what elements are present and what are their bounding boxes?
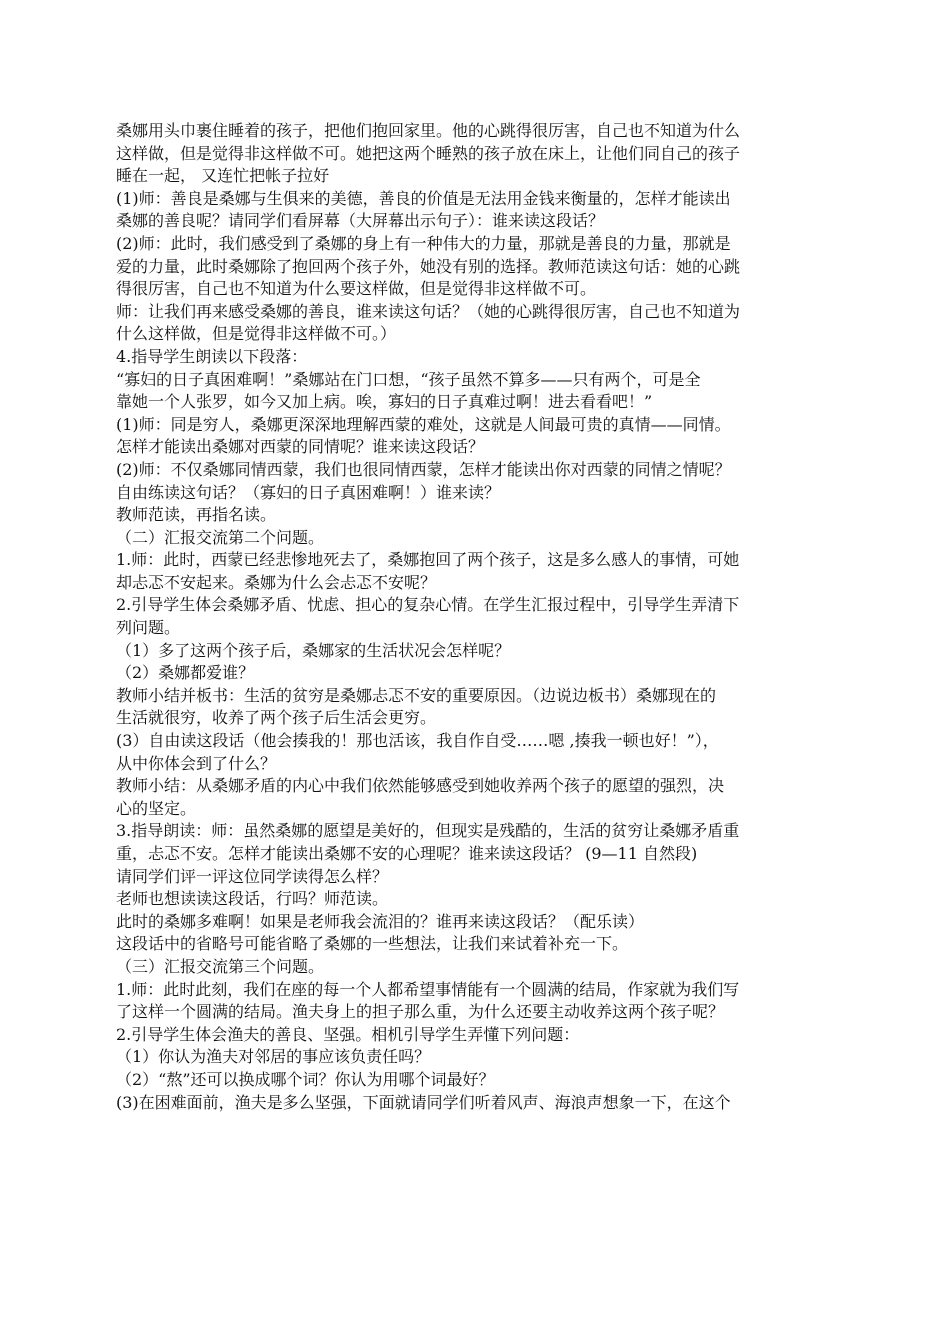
- text-line: 自由练读这句话？（寡妇的日子真困难啊！）谁来读？: [116, 482, 501, 502]
- text-line: 靠她一个人张罗，如今又加上病。唉，寡妇的日子真难过啊！进去看看吧！”: [116, 392, 653, 412]
- text-line: 请同学们评一评这位同学读得怎么样？: [116, 866, 389, 886]
- text-line: 1.师：此时此刻，我们在座的每一个人都希望事情能有一个圆满的结局，作家就为我们写: [116, 979, 740, 999]
- text-line: 却忐忑不安起来。桑娜为什么会忐忑不安呢？: [116, 572, 437, 592]
- text-line: (1)师：善良是桑娜与生俱来的美德，善良的价值是无法用金钱来衡量的，怎样才能读出: [116, 188, 731, 208]
- text-line: 此时的桑娜多难啊！如果是老师我会流泪的？谁再来读这段话？（配乐读）: [116, 911, 645, 931]
- text-line: 列问题。: [116, 618, 181, 638]
- text-line: 老师也想读读这段话，行吗？师范读。: [116, 889, 389, 909]
- text-line: 了这样一个圆满的结局。渔夫身上的担子那么重，为什么还要主动收养这两个孩子呢？: [116, 1002, 725, 1022]
- text-line: 什么这样做，但是觉得非这样做不可。）: [116, 324, 397, 344]
- text-line: (2)师：不仅桑娜同情西蒙，我们也很同情西蒙，怎样才能读出你对西蒙的同情之情呢？: [116, 459, 731, 479]
- text-line: 爱的力量，此时桑娜除了抱回两个孩子外，她没有别的选择。教师范读这句话：她的心跳: [116, 256, 741, 276]
- text-line: (2)师：此时，我们感受到了桑娜的身上有一种伟大的力量，那就是善良的力量，那就是: [116, 233, 731, 253]
- text-line: （二）汇报交流第二个问题。: [116, 527, 325, 547]
- text-line: 从中你体会到了什么？: [116, 753, 277, 773]
- text-line: 教师小结：从桑娜矛盾的内心中我们依然能够感受到她收养两个孩子的愿望的强烈，决: [116, 776, 725, 796]
- text-line: 3.指导朗读：师：虽然桑娜的愿望是美好的，但现实是残酷的，生活的贫穷让桑娜矛盾重: [116, 821, 740, 841]
- text-line: （三）汇报交流第三个问题。: [116, 956, 325, 976]
- document-body: [116, 120, 846, 1114]
- text-line: (3)在困难面前，渔夫是多么坚强，下面就请同学们听着风声、海浪声想象一下，在这个: [116, 1092, 731, 1112]
- text-line: (1)师：同是穷人，桑娜更深深地理解西蒙的难处，这就是人间最可贵的真情——同情。: [116, 414, 731, 434]
- text-line: 重，忐忑不安。怎样才能读出桑娜不安的心理呢？谁来读这段话？ (9—11 自然段): [116, 844, 698, 863]
- text-line: （1）多了这两个孩子后，桑娜家的生活状况会怎样呢？: [116, 640, 511, 660]
- text-line: 怎样才能读出桑娜对西蒙的同情呢？谁来读这段话？: [116, 437, 485, 457]
- text-line: 睡在一起， 又连忙把帐子拉好: [116, 166, 330, 186]
- text-line: 心的坚定。: [116, 798, 197, 818]
- text-line: (3）自由读这段话（他会揍我的！那也活该，我自作自受……嗯 ,揍我一顿也好！”），: [116, 731, 719, 751]
- text-line: 教师小结并板书：生活的贫穷是桑娜忐忑不安的重要原因。（边说边板书）桑娜现在的: [116, 685, 717, 705]
- text-line: 4.指导学生朗读以下段落：: [116, 346, 308, 366]
- text-line: （2）桑娜都爱谁？: [116, 663, 255, 683]
- text-line: （2）“熬”还可以换成哪个词？你认为用哪个词最好？: [116, 1069, 495, 1089]
- text-line: “寡妇的日子真困难啊！”桑娜站在门口想，“孩子虽然不算多——只有两个，可是全: [116, 369, 701, 389]
- text-line: 1.师：此时，西蒙已经悲惨地死去了，桑娜抱回了两个孩子，这是多么感人的事情，可她: [116, 550, 740, 570]
- text-line: 教师范读，再指名读。: [116, 505, 277, 525]
- text-line: 这段话中的省略号可能省略了桑娜的一些想法，让我们来试着补充一下。: [116, 934, 629, 954]
- text-line: 师：让我们再来感受桑娜的善良，谁来读这句话？（她的心跳得很厉害，自己也不知道为: [116, 301, 741, 321]
- text-line: 桑娜用头巾裹住睡着的孩子，把他们抱回家里。他的心跳得很厉害，自己也不知道为什么: [116, 121, 741, 140]
- text-line: （1）你认为渔夫对邻居的事应该负责任吗？: [116, 1047, 431, 1067]
- text-line: 2.引导学生体会渔夫的善良、坚强。相机引导学生弄懂下列问题：: [116, 1024, 580, 1044]
- text-line: 桑娜的善良呢？请同学们看屏幕（大屏幕出示句子）：谁来读这段话？: [116, 211, 605, 231]
- text-line: 得很厉害，自己也不知道为什么要这样做，但是觉得非这样做不可。: [116, 279, 597, 299]
- text-line: 生活就很穷，收养了两个孩子后生活会更穷。: [116, 708, 437, 728]
- text-line: 2.引导学生体会桑娜矛盾、忧虑、担心的复杂心情。在学生汇报过程中，引导学生弄清下: [116, 595, 740, 615]
- text-line: 这样做，但是觉得非这样做不可。她把这两个睡熟的孩子放在床上，让他们同自己的孩子: [116, 143, 741, 163]
